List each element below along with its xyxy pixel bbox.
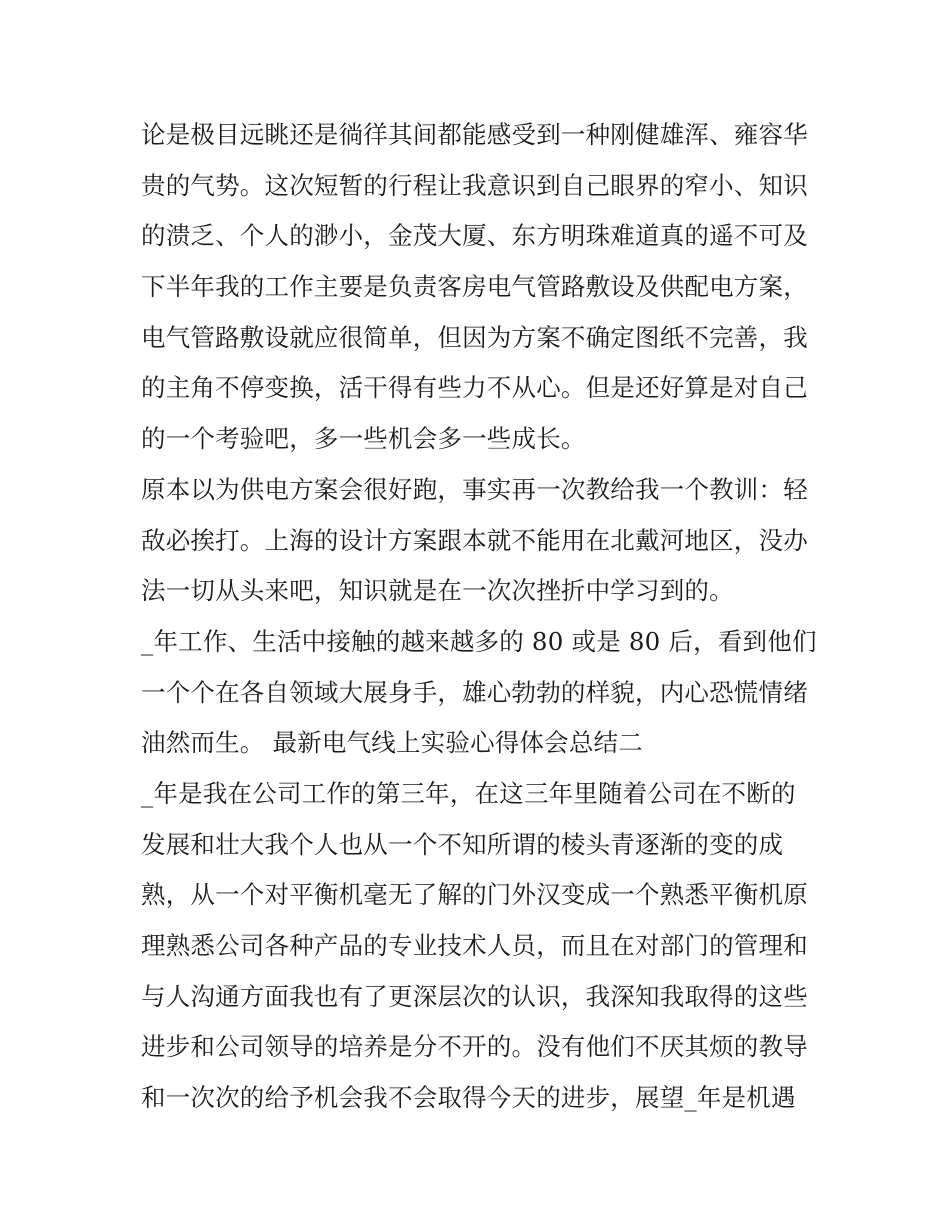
text-line: 下半年我的工作主要是负责客房电气管路敷设及供配电方案，	[141, 272, 808, 302]
text-line: _年是我在公司工作的第三年，在这三年里随着公司在不断的	[141, 778, 796, 808]
text-line: 电气管路敷设就应很简单，但因为方案不确定图纸不完善，我	[141, 322, 808, 352]
body-text	[141, 110, 821, 1124]
text-line: 的溃乏、个人的渺小，金茂大厦、东方明珠难道真的遥不可及	[141, 221, 808, 251]
text-line: _年工作、生活中接触的越来越多的 80 或是 80 后，看到他们	[141, 626, 817, 656]
text-line: 法一切从头来吧，知识就是在一次次挫折中学习到的。	[141, 576, 734, 606]
text-line: 原本以为供电方案会很好跑，事实再一次教给我一个教训：轻	[141, 474, 808, 504]
text-line: 敌必挨打。上海的设计方案跟本就不能用在北戴河地区，没办	[141, 525, 808, 555]
text-line: 熟，从一个对平衡机毫无了解的门外汉变成一个熟悉平衡机原	[141, 880, 808, 910]
text-line: 的主角不停变换，活干得有些力不从心。但是还好算是对自己	[141, 373, 808, 403]
text-line: 的一个考验吧，多一些机会多一些成长。	[141, 424, 586, 454]
text-line: 一个个在各自领域大展身手，雄心勃勃的样貌，内心恐慌情绪	[141, 677, 808, 707]
text-line: 贵的气势。这次短暂的行程让我意识到自己眼界的窄小、知识	[141, 170, 808, 200]
text-line: 与人沟通方面我也有了更深层次的认识，我深知我取得的这些	[141, 981, 808, 1011]
text-line: 油然而生。 最新电气线上实验心得体会总结二	[141, 728, 643, 758]
text-line: 发展和壮大我个人也从一个不知所谓的棱头青逐渐的变的成	[141, 829, 784, 859]
text-line: 和一次次的给予机会我不会取得今天的进步，展望_年是机遇	[141, 1083, 796, 1113]
text-line: 论是极目远眺还是徜徉其间都能感受到一种刚健雄浑、雍容华	[141, 120, 808, 149]
text-line: 理熟悉公司各种产品的专业技术人员，而且在对部门的管理和	[141, 931, 808, 960]
text-line: 进步和公司领导的培养是分不开的。没有他们不厌其烦的教导	[141, 1032, 808, 1062]
